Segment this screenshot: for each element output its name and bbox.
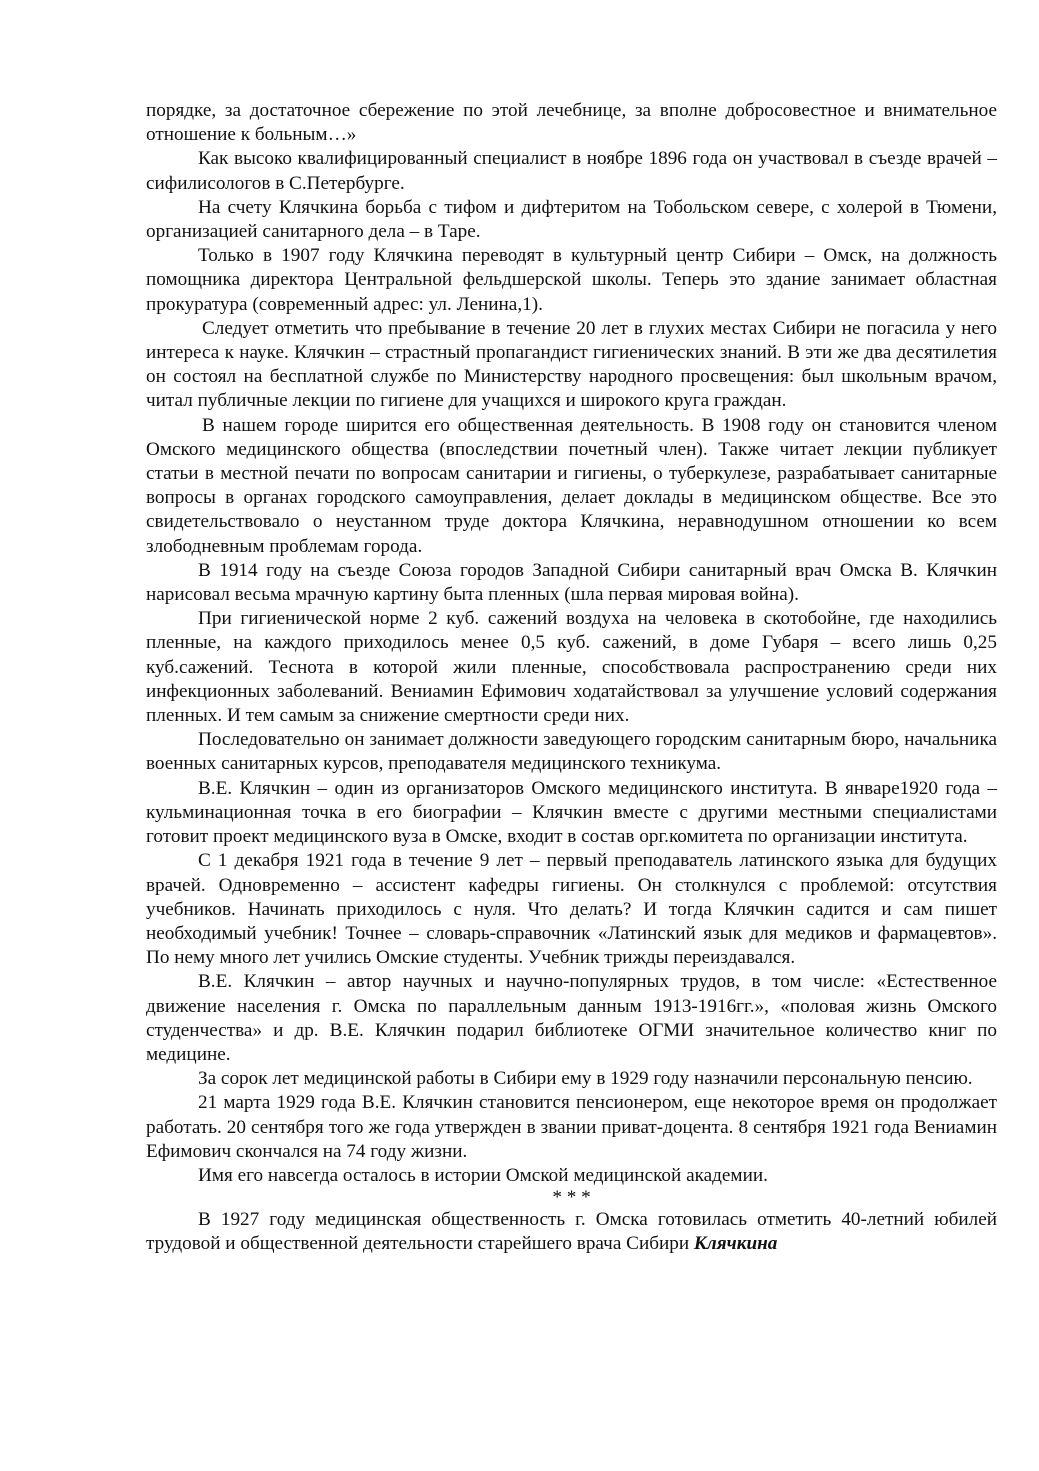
paragraph-public-activity: В нашем городе ширится его общественная деятельность. В 1908 году он становится членом Омского медицинского общества (впоследствии почетный член). Также читает лекции публикует статьи в местной печати по вопросам санитарии и гигиены, о туберкулезе, разрабатывает санитарные вопросы в органах городского самоуправления, делает доклады в медицинском обществе. Все это свидетельствовало о неустанном труде доктора Клячкина, неравнодушном отношении ко всем злободневным проблемам города. xyxy=(146,414,997,557)
paragraph-omsk-transfer: Только в 1907 году Клячкина переводят в культурный центр Сибири – Омск, на должность помощника директора Центральной фельдшерской школы. Теперь это здание занимает областная прокуратура (современный адрес: ул. Ленина,1). xyxy=(146,245,997,315)
paragraph-congress: Как высоко квалифицированный специалист в ноябре 1896 года он участвовал в съезде врачей – сифилисологов в С.Петербурге. xyxy=(146,148,997,194)
section-separator: * * * xyxy=(552,1187,591,1209)
paragraph-works: В.Е. Клячкин – автор научных и научно-популярных трудов, в том числе: «Естественное движение населения г. Омска по параллельным данным 1913-1916гг.», «половая жизнь Омского студенчества» и др. В.Е. Клячкин подарил библиотеке ОГМИ значительное количество книг по медицине. xyxy=(146,971,997,1065)
paragraph-1914-congress: В 1914 году на съезде Союза городов Западной Сибири санитарный врач Омска В. Клячкин нарисовал весьма мрачную картину быта пленных (шла первая мировая война). xyxy=(146,559,997,606)
paragraph-memory: Имя его навсегда осталось в истории Омской медицинской академии. xyxy=(198,1164,768,1186)
paragraph-epidemics: На счету Клячкина борьба с тифом и дифтеритом на Тобольском севере, с холерой в Тюмени, организацией санитарного дела – в Таре. xyxy=(146,196,997,243)
paragraph-science-interest: Следует отметить что пребывание в течение 20 лет в глухих местах Сибири не погасила у него интереса к науке. Клячкин – страстный пропагандист гигиенических знаний. В эти же два десятилетия он состоял на бесплатной службе по Министерству народного просвещения: был школьным врачом, читал публичные лекции по гигиене для учащихся и широкого круга граждан. xyxy=(146,317,997,412)
paragraph-retirement: 21 марта 1929 года В.Е. Клячкин становится пенсионером, еще некоторое время он продолжает работать. 20 сентября того же года утвержден в звании приват-доцента. 8 сентября 1921 года Вениамин Ефимович скончался на 74 году жизни. xyxy=(146,1092,997,1162)
paragraph-pension: За сорок лет медицинской работы в Сибири ему в 1929 году назначили персональную пенсию. xyxy=(198,1068,973,1090)
paragraph-positions: Последовательно он занимает должности заведующего городским санитарным бюро, начальника военных санитарных курсов, преподавателя медицинского техникума. xyxy=(146,729,997,775)
jubilee-text: В 1927 году медицинская общественность г. Омска готовилась отметить 40-летний юбилей трудовой и общественной деятельности старейшего врача Сибири xyxy=(146,1209,997,1255)
jubilee-name-emphasis: Клячкина xyxy=(693,1233,778,1255)
paragraph-latin-teacher: С 1 декабря 1921 года в течение 9 лет – первый преподаватель латинского языка для будущих врачей. Одновременно – ассистент кафедры гигиены. Он столкнулся с проблемой: отсутствия учебников. Начинать приходилось с нуля. Что делать? И тогда Клячкин садится и сам пишет необходимый учебник! Точнее – словарь-справочник «Латинский язык для медиков и фармацевтов». По нему много лет учились Омские студенты. Учебник трижды переиздавался. xyxy=(146,850,997,969)
continuation-paragraph: порядке, за достаточное сбережение по этой лечебнице, за вполне добросовестное и внимательное отношение к больным…» xyxy=(146,100,997,146)
paragraph-jubilee xyxy=(146,1208,997,1256)
paragraph-institute: В.Е. Клячкин – один из организаторов Омского медицинского института. В январе1920 года – кульминационная точка в его биографии – Клячкин вместе с другими местными специалистами готовит проект медицинского вуза в Омске, входит в состав орг.комитета по организации института. xyxy=(146,777,997,848)
paragraph-hygiene-norm: При гигиенической норме 2 куб. сажений воздуха на человека в скотобойне, где находились пленные, на каждого приходилось менее 0,5 куб. сажений, в доме Губаря – всего лишь 0,25 куб.сажений. Теснота в которой жили пленные, способствовала распространению среди них инфекционных заболеваний. Вениамин Ефимович ходатайствовал за улучшение условий содержания пленных. И тем самым за снижение смертности среди них. xyxy=(146,608,997,727)
document-page xyxy=(146,99,997,1257)
